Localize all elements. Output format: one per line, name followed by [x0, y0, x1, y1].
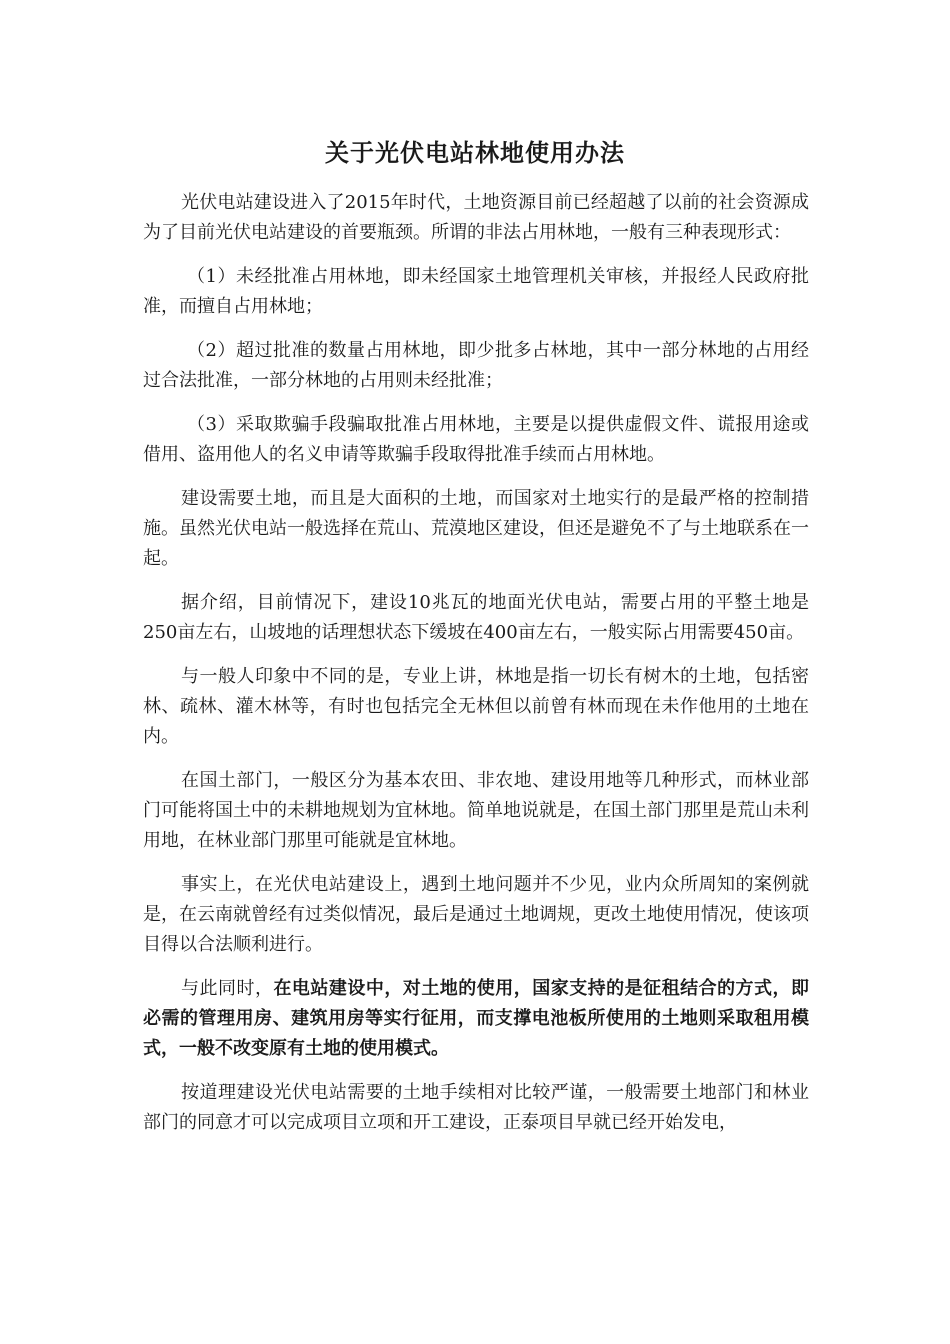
paragraph-land-classification: 在国土部门，一般区分为基本农田、非农地、建设用地等几种形式，而林业部门可能将国土中的未耕地规划为宜林地。简单地说就是，在国土部门那里是荒山未利用地，在林业部门那里可能就是宜林地。: [143, 770, 809, 851]
document-body: [143, 188, 809, 1152]
paragraph-forest-definition: 与一般人印象中不同的是，专业上讲，林地是指一切长有树木的土地，包括密林、疏林、灌木林等，有时也包括完全无林但以前曾有林而现在未作他用的土地在内。: [143, 666, 809, 747]
paragraph-policy-lead: 与此同时，: [181, 978, 274, 999]
paragraph-intro: 光伏电站建设进入了2015年时代，土地资源目前已经超越了以前的社会资源成为了目前光伏电站建设的首要瓶颈。所谓的非法占用林地，一般有三种表现形式：: [143, 192, 809, 243]
paragraph-area-stats: 据介绍，目前情况下，建设10兆瓦的地面光伏电站，需要占用的平整土地是250亩左右，山坡地的话理想状态下缓坡在400亩左右，一般实际占用需要450亩。: [143, 592, 809, 643]
paragraph-item-3: （3）采取欺骗手段骗取批准占用林地，主要是以提供虚假文件、谎报用途或借用、盗用他人的名义申请等欺骗手段取得批准手续而占用林地。: [143, 414, 809, 465]
paragraph-procedure: 按道理建设光伏电站需要的土地手续相对比较严谨，一般需要土地部门和林业部门的同意才可以完成项目立项和开工建设，正泰项目早就已经开始发电，: [143, 1082, 809, 1133]
paragraph-policy-bold: 在电站建设中，对土地的使用，国家支持的是征租结合的方式，即必需的管理用房、建筑用房等实行征用，而支撑电池板所使用的土地则采取租用模式，一般不改变原有土地的使用模式。: [143, 978, 810, 1059]
paragraph-case-example: 事实上，在光伏电站建设上，遇到土地问题并不少见，业内众所周知的案例就是，在云南就曾经有过类似情况，最后是通过土地调规，更改土地使用情况，使该项目得以合法顺利进行。: [143, 874, 809, 955]
paragraph-land-need: 建设需要土地，而且是大面积的土地，而国家对土地实行的是最严格的控制措施。虽然光伏电站一般选择在荒山、荒漠地区建设，但还是避免不了与土地联系在一起。: [143, 488, 809, 569]
paragraph-policy: [143, 974, 809, 1064]
paragraph-item-1: （1）未经批准占用林地，即未经国家土地管理机关审核，并报经人民政府批准，而擅自占用林地；: [143, 266, 809, 317]
paragraph-item-2: （2）超过批准的数量占用林地，即少批多占林地，其中一部分林地的占用经过合法批准，一部分林地的占用则未经批准；: [143, 340, 809, 391]
document-title: 关于光伏电站林地使用办法: [325, 138, 625, 167]
